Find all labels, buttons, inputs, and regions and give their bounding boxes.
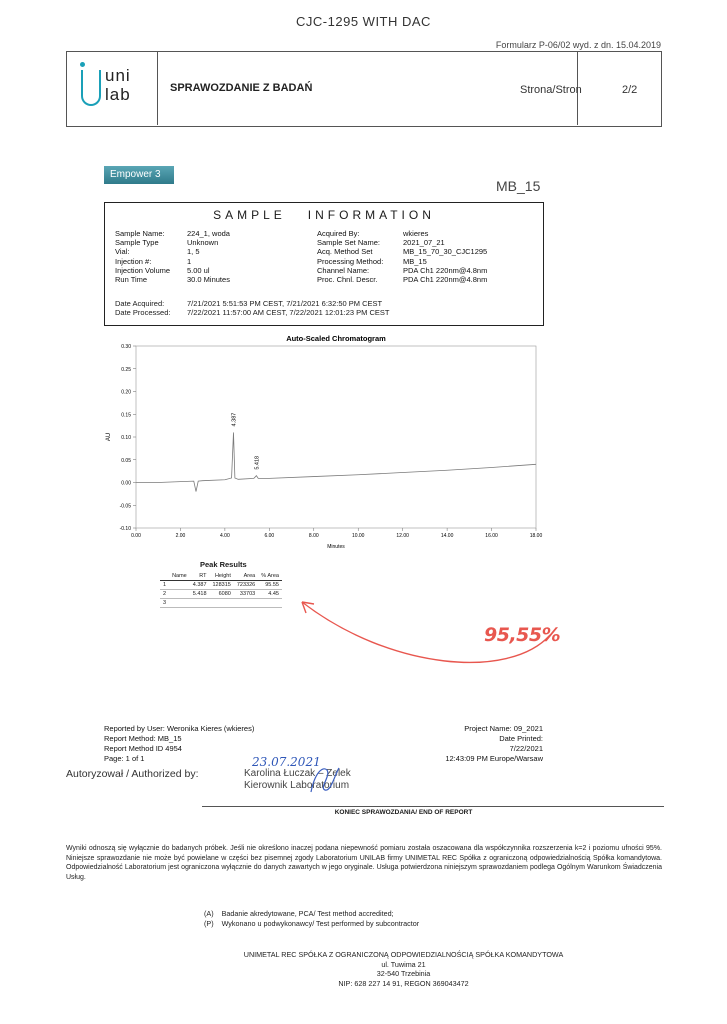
sample-info-row: Vial: 1, 5 Acq. Method Set MB_15_70_30_CJC1295 [115,247,488,257]
sample-info-row: Sample Name: 224_1, woda Acquired By: wkieres [115,229,429,238]
peak-results-table [160,572,282,608]
title-cell [158,52,578,125]
footer-divider [202,806,664,807]
company-footer [0,950,727,988]
table-row: 3 [160,599,282,608]
date-processed-row: Date Processed: 7/22/2021 11:57:00 AM CEST, 7/22/2021 12:01:23 PM CEST [115,308,390,318]
accreditation-legend [204,909,419,928]
x-axis-label: Minutes [327,544,345,550]
authorizer-role: Kierownik Laboratorium [244,780,350,791]
sample-info-row: Sample Type Unknown Sample Set Name: 2021_07_21 [115,238,445,248]
x-tick-label: 16.00 [485,533,498,539]
project-name: Project Name: 09_2021 [464,724,543,733]
report-left-info [104,724,254,764]
purity-annotation: 95,55% [484,624,561,646]
y-tick-label: 0.10 [121,435,131,441]
disclaimer-text: Wyniki odnoszą się wyłącznie do badanych próbek. Jeśli nie określono inaczej podana niepewność pomiaru została oszacowana dla współczynnika rozszerzenia k=2 i poziomu ufności 95%. Niniejsze sprawozdanie nie może być powielane w części bez pisemnej zgody Laboratorium UNILAB firmy UNIMETAL REC Spółka z ograniczoną odpowiedzialnością Spółka komandytowa. Odpowiedzialność Laboratorium jest ograniczona wyłącznie do danych zawartych w jego oryginale. Usługa potwierdzona niniejszym sprawozdaniem podlega Ogólnym Warunkom Świadczenia Usług. [66,845,662,881]
sample-info-heading: SAMPLE INFORMATION [213,208,435,222]
report-method: Report Method: MB_15 [104,734,182,743]
page-of: Page: 1 of 1 [104,754,145,763]
y-tick-label: 0.25 [121,366,131,373]
logo-u-icon [81,70,101,106]
legend-subcontractor: (P) Wykonano u podwykonawcy/ Test performed by subcontractor [204,918,420,928]
sample-dates [115,299,390,317]
signature-icon [305,762,345,798]
reported-by: Reported by User: Weronika Kieres (wkieres) [104,724,255,733]
form-reference: Formularz P-06/02 wyd. z dn. 15.04.2019 [495,40,661,50]
authorized-by-label: Autoryzował / Authorized by: [66,768,199,780]
empower-logo: Empower 3 [104,166,174,184]
page-header: CJC-1295 WITH DAC [296,14,431,29]
y-tick-label: 0.20 [121,389,131,396]
peak-table-header: Name RT Height Area % Area [160,572,282,581]
handwritten-date: 23.07.2021 [252,755,321,769]
chromatogram-trace [136,432,536,491]
y-tick-label: 0.05 [121,457,131,464]
chromatogram-svg [100,332,548,554]
x-tick-label: 0.00 [131,533,141,539]
report-right-info [400,724,543,764]
date-printed: 7/22/2021 [509,744,543,753]
legend-accredited: (A) Badanie akredytowane, PCA/ Test method accredited; [204,909,394,918]
plot-area [136,346,536,528]
page-count-value: 2/2 [622,84,638,96]
peak-label: 4.387 [231,412,238,427]
x-tick-label: 14.00 [440,533,454,539]
y-tick-label: 0.00 [121,480,131,487]
x-tick-label: 18.00 [529,533,543,539]
company-name: UNIMETAL REC SPÓŁKA Z OGRANICZONĄ ODPOWIEDZIALNOŚCIĄ SPÓŁKA KOMANDYTOWA [243,950,564,959]
sample-info-row: Run Time 30.0 Minutes Proc. Chnl. Descr. PDA Ch1 220nm@4.8nm [115,275,488,285]
sample-info-row: Injection #: 1 Processing Method: MB_15 [115,256,427,266]
peak-label: 5.418 [254,455,261,470]
logo-line1: uni [105,66,131,85]
logo-line2: lab [105,85,131,104]
sample-information-box [104,202,544,326]
report-method-id: Report Method ID 4954 [104,744,182,753]
company-street: ul. Tuwima 21 [381,959,426,969]
date-printed-label: Date Printed: [499,734,543,743]
unilab-logo [67,52,158,125]
table-row: 1 4.387 128315 723326 95.55 [160,581,282,590]
time-printed: 12:43:09 PM Europe/Warsaw [445,754,543,763]
logo-text [105,66,131,104]
y-axis-label: AU [106,432,112,442]
company-ids: NIP: 628 227 14 91, REGON 369043472 [338,978,469,988]
end-of-report: KONIEC SPRAWOZDANIA/ END OF REPORT [334,809,473,816]
logo-dot-icon [80,62,85,67]
method-title: MB_15 [496,178,541,194]
y-tick-label: -0.05 [119,503,131,510]
x-tick-label: 4.00 [220,533,230,539]
y-tick-label: -0.10 [119,526,131,532]
company-city: 32-540 Trzebinia [376,969,431,979]
chromatogram-chart [100,332,548,554]
table-row: 2 5.418 6080 33703 4.45 [160,590,282,599]
x-tick-label: 6.00 [264,533,275,539]
y-tick-label: 0.15 [121,412,131,419]
x-tick-label: 10.00 [351,533,365,539]
sample-info-row: Injection Volume 5.00 ul Channel Name: PDA Ch1 220nm@4.8nm [115,265,488,275]
chart-title: Auto-Scaled Chromatogram [286,334,386,343]
y-tick-label: 0.30 [121,344,131,350]
sample-info-table [115,229,487,284]
x-tick-label: 8.00 [308,533,319,539]
peak-results-title: Peak Results [200,560,247,569]
x-tick-label: 12.00 [396,533,409,539]
x-tick-label: 2.00 [175,533,186,539]
date-acquired-row: Date Acquired: 7/21/2021 5:51:53 PM CEST, 7/21/2021 6:32:50 PM CEST [115,299,383,308]
authorizer-name: Karolina Łuczak – Zelek [244,768,351,779]
page-count-label: Strona/Stron [520,84,582,96]
report-title: SPRAWOZDANIE Z BADAŃ [170,82,313,94]
